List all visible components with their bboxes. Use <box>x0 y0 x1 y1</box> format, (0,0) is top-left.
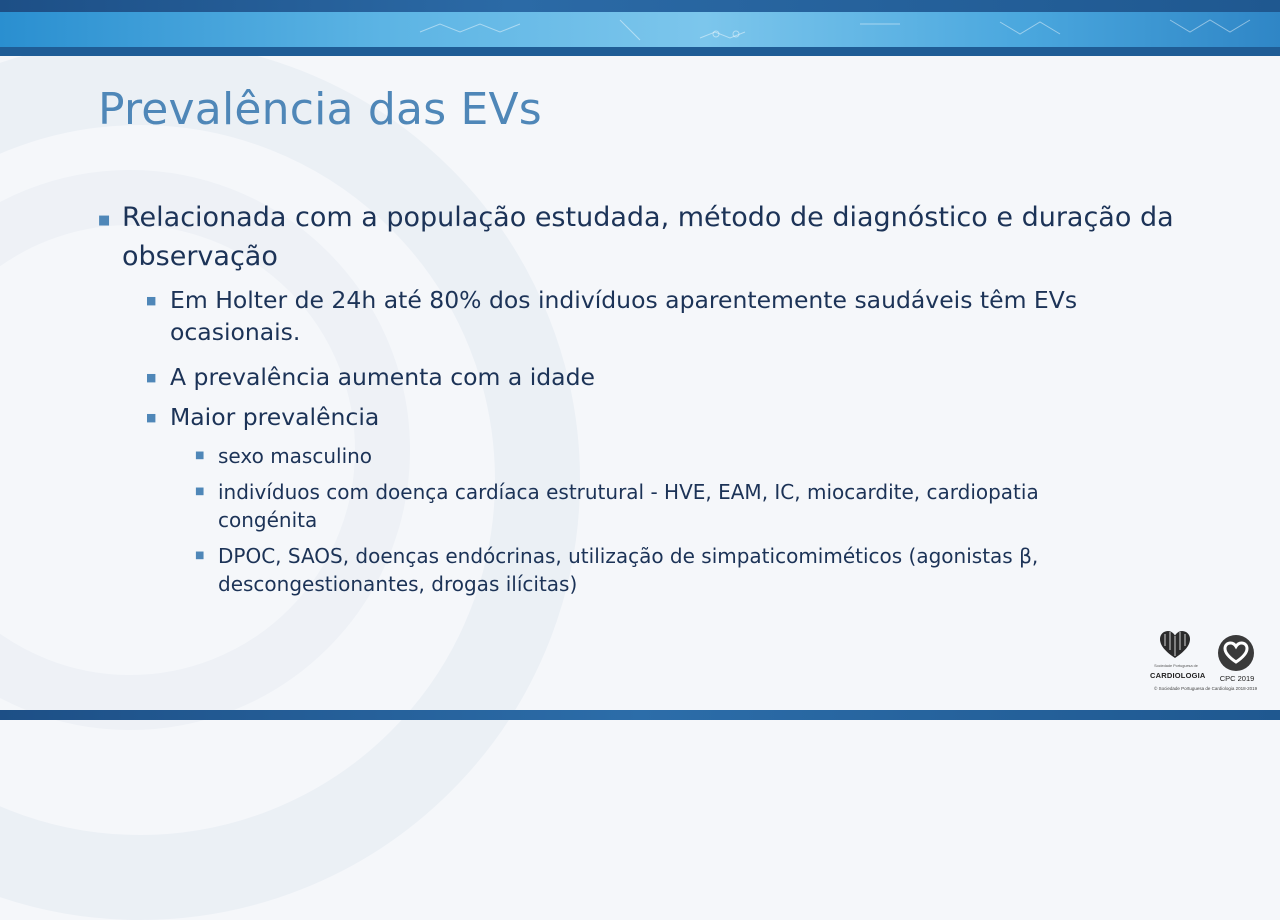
cpc-caption: CPC 2019 <box>1219 674 1255 683</box>
bullet-level3 <box>195 478 1118 534</box>
footer-bar <box>0 710 1280 720</box>
bullet-level2 <box>146 361 1190 393</box>
bullet-text: A prevalência aumenta com a idade <box>170 363 595 391</box>
header-banner <box>0 0 1280 56</box>
bullet-marker-icon: ■ <box>146 371 157 384</box>
heart-icon <box>1159 630 1191 660</box>
bullet-text: indivíduos com doença cardíaca estrutural - HVE, EAM, IC, miocardite, cardiopatia congénita <box>218 480 1039 532</box>
bullet-marker-icon: ■ <box>195 550 205 561</box>
cpc-circle <box>1218 635 1254 671</box>
bullet-level2 <box>146 401 1190 433</box>
heart-outline-icon <box>1218 635 1254 671</box>
banner-bottom-strip <box>0 47 1280 56</box>
bullet-marker-icon: ■ <box>98 213 111 228</box>
bullet-text: DPOC, SAOS, doenças endócrinas, utilização de simpaticomiméticos (agonistas β, descongestionantes, drogas ilícitas) <box>218 544 1039 596</box>
bullet-text: Relacionada com a população estudada, método de diagnóstico e duração da observação <box>122 202 1174 272</box>
spc-caption: CARDIOLOGIA <box>1150 671 1206 680</box>
bullet-text: sexo masculino <box>218 444 373 468</box>
cpc-logo <box>1214 635 1260 685</box>
spc-logo <box>1150 630 1206 688</box>
banner-top-strip <box>0 0 1280 12</box>
molecule-pattern <box>0 12 1280 48</box>
bullet-marker-icon: ■ <box>195 486 205 497</box>
bullet-level3 <box>195 442 1198 470</box>
slide-title: Prevalência das EVs <box>98 84 542 135</box>
bullet-marker-icon: ■ <box>146 411 157 424</box>
bullet-level1 <box>98 198 1182 276</box>
bullet-text: Em Holter de 24h até 80% dos indivíduos aparentemente saudáveis têm EVs ocasionais. <box>170 286 1078 346</box>
spc-small-text: Sociedade Portuguesa de <box>1154 664 1198 668</box>
bullet-level3 <box>195 542 1118 598</box>
bullet-level2 <box>146 284 1190 348</box>
bullet-marker-icon: ■ <box>146 294 157 307</box>
copyright-text: © Sociedade Portuguesa de Cardiologia 2018-2019 <box>1154 686 1258 691</box>
bullet-marker-icon: ■ <box>195 450 205 461</box>
bullet-text: Maior prevalência <box>170 403 380 431</box>
